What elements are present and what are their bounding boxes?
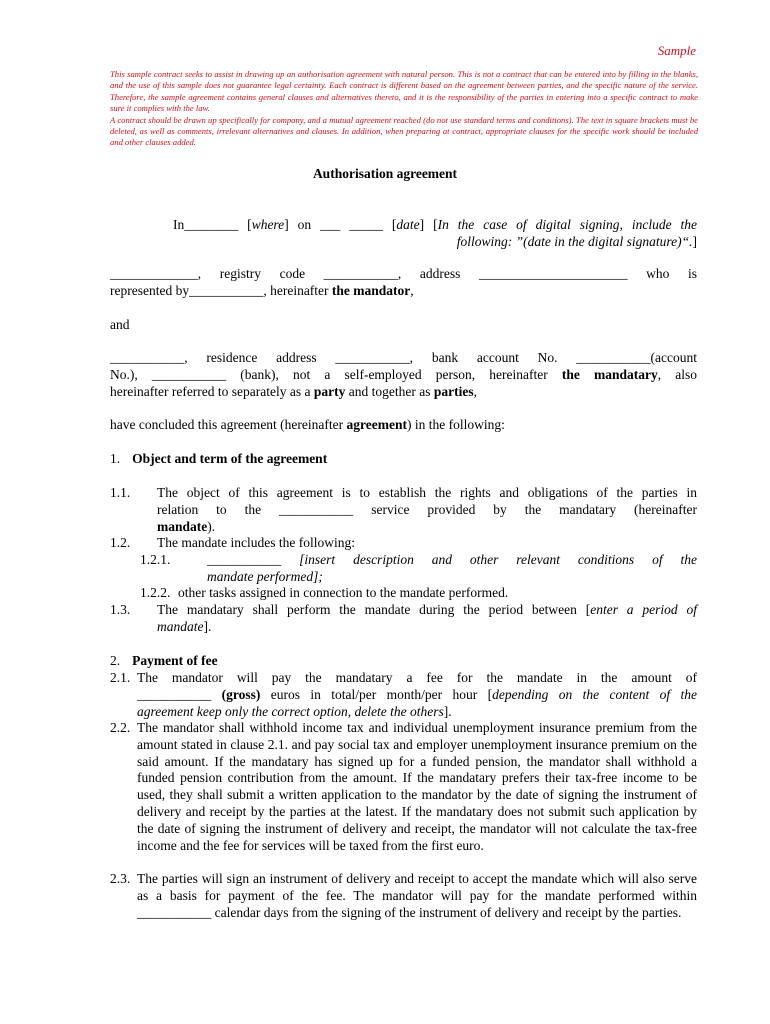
clause-2-1: The mandator will pay the mandatary a fee for the mandate in the amount of ___________ (gross) euros in total/per month/per hour [depending on the content of the agreement keep only the correct option, delete the others]. (137, 670, 697, 719)
sample-label: Sample (657, 43, 696, 58)
clause-2-3-number: 2.3. (110, 871, 131, 886)
clause-2-3: The parties will sign an instrument of delivery and receipt to accept the mandate which will also serve as a basis for payment of the fee. The mandator will pay for the mandate performed within ___________ calendar days from the signing of the instrument of delivery and receipt by the parties. (137, 871, 697, 920)
disclaimer (110, 69, 698, 149)
disclaimer-paragraph-1: This sample contract seeks to assist in drawing up an authorisation agreement with natural person. This is not a contract that can be entered into by filling in the blanks, and the use of this sample does not guarantee legal certainty. Each contract is different based on the agreement between parties, and the specific nature of the service. Therefore, the sample agreement contains general clauses and alternatives thereto, and it is the responsibility of the parties in entering into a specific contract to make sure it complies with the law. (110, 69, 698, 114)
clause-2-2-number: 2.2. (110, 720, 131, 735)
mandatary-paragraph: ___________, residence address ___________, bank account No. ___________(account No.), ___________ (bank), not a self-employed person, hereinafter the mandatary, also hereinafter referred to separately as a party and together as parties, (110, 350, 697, 399)
document-title: Authorisation agreement (312, 166, 458, 181)
section-1-heading: 1. Object and term of the agreement (110, 451, 328, 466)
clause-1-1: 1.1. The object of this agreement is to establish the rights and obligations of the parties in relation to the ___________ service provided by the mandatary (hereinafter mandate). (110, 485, 697, 534)
clause-1-2-1: 1.2.1. ___________ [insert description and other relevant conditions of the mandate performed]; (140, 552, 697, 584)
clause-1-3: 1.3. The mandatary shall perform the mandate during the period between [enter a period of mandate]. (110, 602, 697, 634)
mandator-paragraph: _____________, registry code ___________, address ______________________ who is represented by___________, hereinafter the mandator, (110, 266, 697, 298)
disclaimer-paragraph-2: A contract should be drawn up specifically for company, and a mutual agreement reached (do not use standard terms and conditions). The text in square brackets must be deleted, as well as comments, irrelevant alternatives and clauses. In addition, when preparing at contract, appropriate clauses for the specific work should be included and other clauses added. (110, 114, 698, 148)
concluded-paragraph: have concluded this agreement (hereinafter agreement) in the following: (110, 417, 505, 432)
clause-1-2: 1.2. The mandate includes the following: (110, 535, 355, 550)
clause-2-1-number: 2.1. (110, 670, 131, 685)
and-text: and (110, 317, 130, 332)
place-date-line: In________ [where] on ___ _____ [date] [In the case of digital signing, include the following: ”(date in the digital signature)“.] (173, 217, 697, 249)
clause-1-2-2: 1.2.2. other tasks assigned in connection to the mandate performed. (140, 585, 509, 600)
clause-2-2: The mandator shall withhold income tax and individual unemployment insurance premium from the amount stated in clause 2.1. and pay social tax and employer unemployment insurance premium on the said amount. If the mandatary has signed up for a funded pension, the mandator shall withhold a funded pension contribution from the amount. If the mandatary prefers their tax-free income to be used, they shall submit a written application to the mandator by the date of signing the instrument of delivery and receipt by the parties at the latest. If the mandatary does not submit such application by the date of signing the instrument of delivery and receipt, the mandator will not calculate the tax-free income and the fee for services will be taxed from the first euro. (137, 720, 697, 853)
section-2-heading: 2. Payment of fee (110, 653, 218, 668)
